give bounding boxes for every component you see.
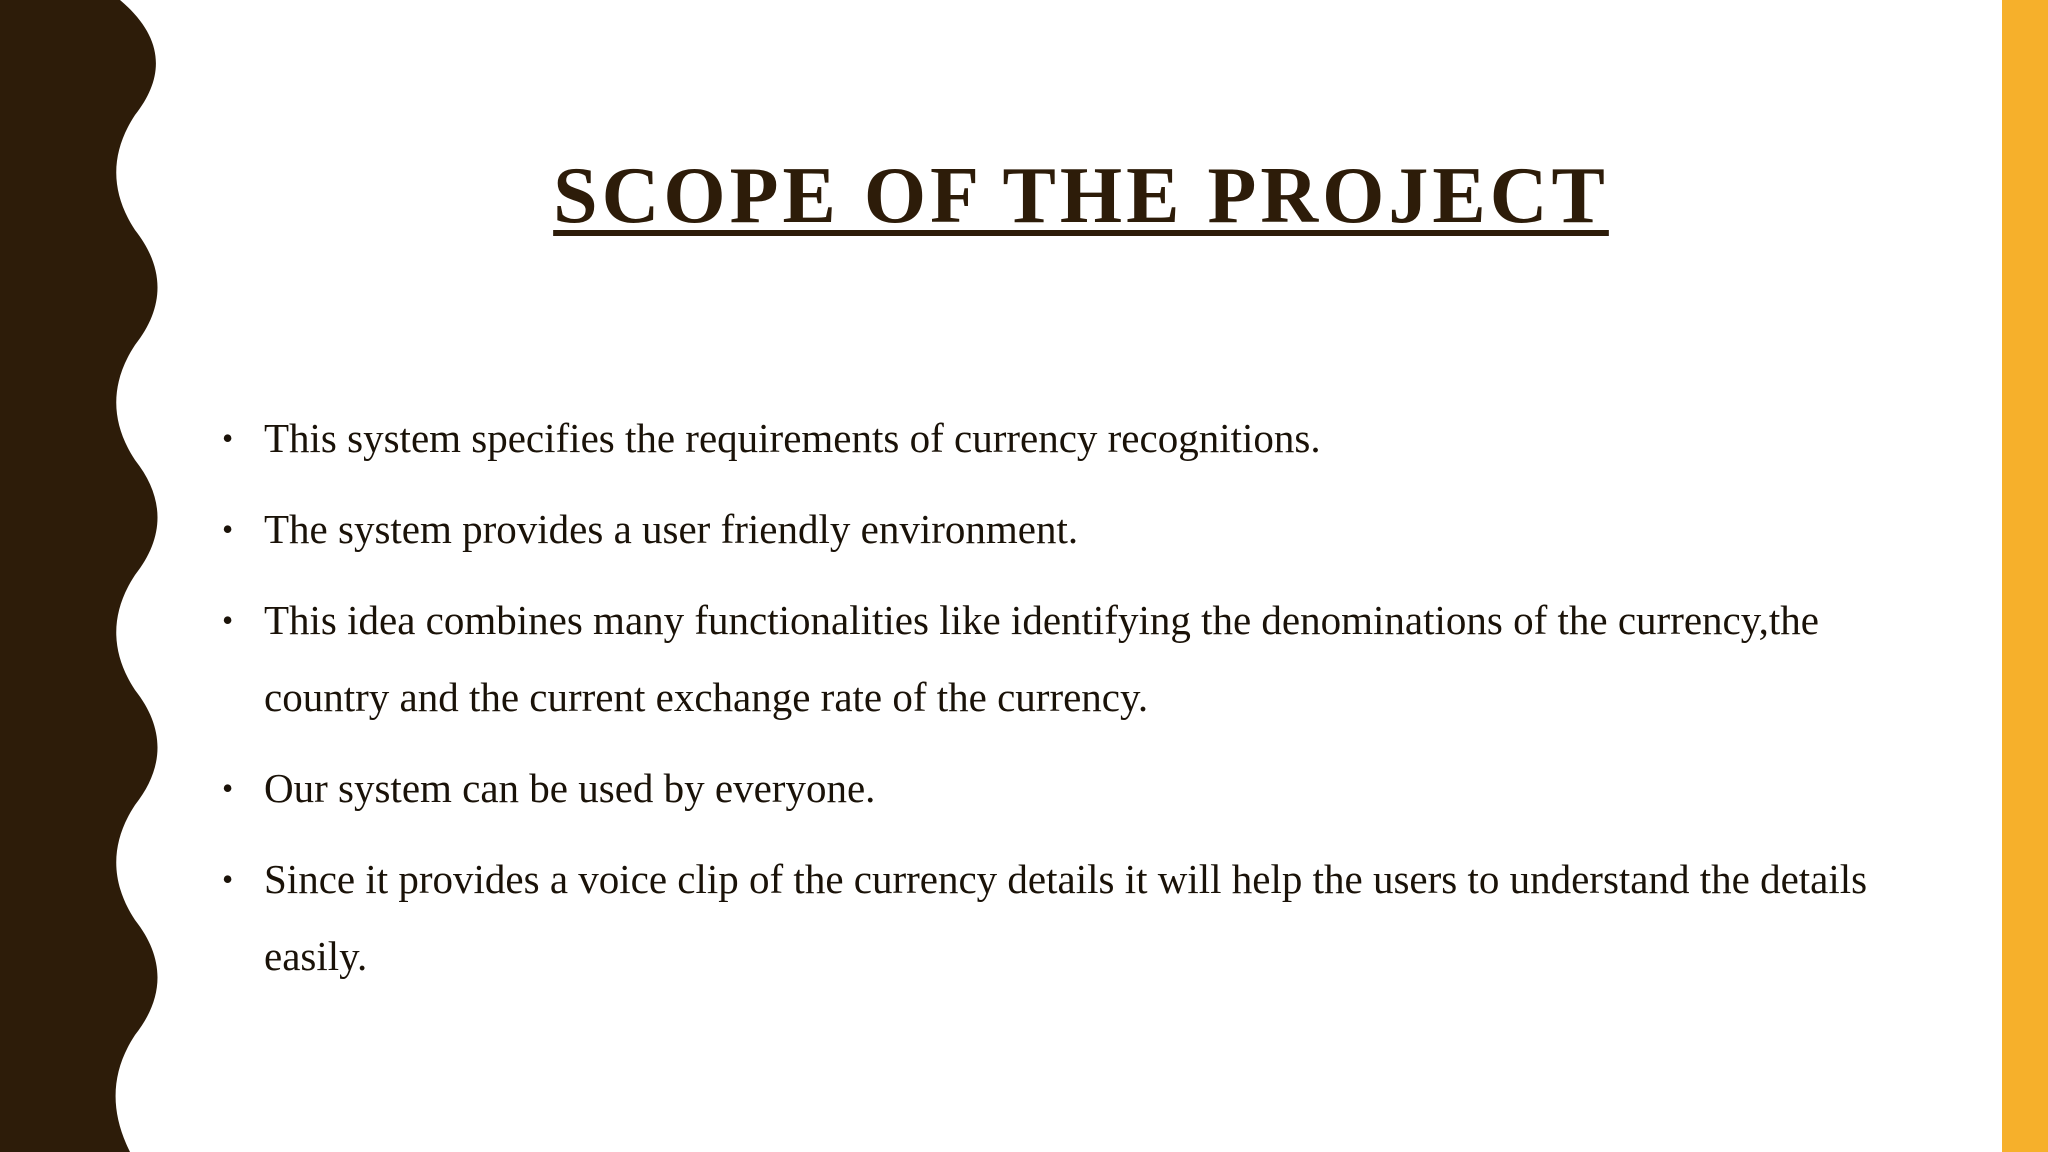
bullet-item xyxy=(218,491,1898,568)
slide-title: SCOPE OF THE PROJECT xyxy=(553,152,1609,240)
bullet-icon: • xyxy=(222,420,234,456)
accent-bar xyxy=(2002,0,2048,1152)
bullet-text: Our system can be used by everyone. xyxy=(264,765,876,811)
wavy-border-shape xyxy=(0,0,158,1152)
bullet-list xyxy=(218,400,1898,1009)
bullet-icon: • xyxy=(222,770,234,806)
bullet-text: The system provides a user friendly environment. xyxy=(264,506,1079,552)
bullet-text: This system specifies the requirements of currency recognitions. xyxy=(264,415,1321,461)
bullet-item xyxy=(218,400,1898,477)
bullet-text: Since it provides a voice clip of the currency details it will help the users to understand the details easily. xyxy=(264,856,1868,979)
bullet-text: This idea combines many functionalities like identifying the denominations of the currency,the country and the current exchange rate of the currency. xyxy=(264,597,1819,720)
bullet-item xyxy=(218,750,1898,827)
bullet-icon: • xyxy=(222,511,234,547)
bullet-item xyxy=(218,582,1898,736)
bullet-icon: • xyxy=(222,861,234,897)
bullet-icon: • xyxy=(222,602,234,638)
bullet-item xyxy=(218,841,1898,995)
wavy-border-decoration xyxy=(0,0,160,1152)
